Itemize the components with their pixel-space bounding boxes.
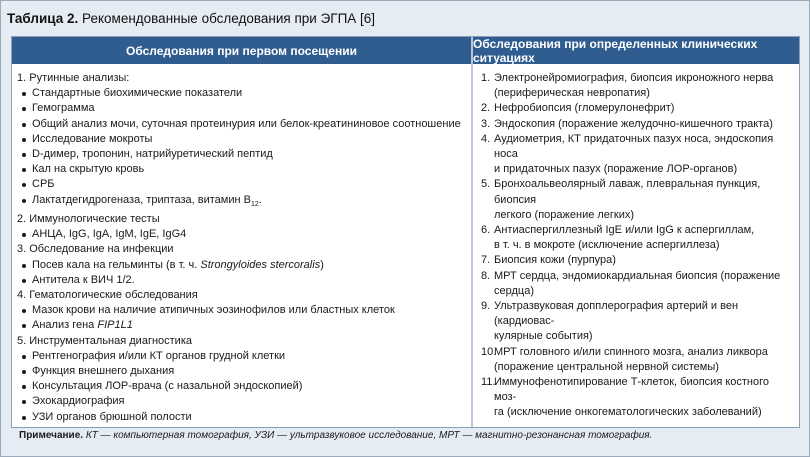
list-item: 5. Бронхоальвеолярный лаваж, плевральная пункция, биопсия легкого (поражение легких) (481, 178, 761, 221)
header-first-visit: Обследования при первом посещении (12, 37, 471, 64)
list-item: 1. Электронейромиография, биопсия икроножного нерва (периферическая невропатия) (481, 72, 774, 100)
header-clinical-situations: Обследования при определенных клинических ситуациях (473, 37, 799, 64)
table-note (19, 430, 652, 441)
bullet-icon (22, 324, 26, 328)
list-item: Лактатдегидрогеназа, триптаза, витамин $B_{12}$. (17, 193, 465, 212)
list-item: УЗИ органов брюшной полости (17, 410, 465, 425)
list-item: Антитела к ВИЧ 1/2. (17, 273, 465, 288)
bullet-icon (22, 199, 26, 203)
list-item: Функция внешнего дыхания (17, 364, 465, 379)
list-item: 9. Ультразвуковая допплерография артерий и вен (кардиовас- кулярные события) (481, 300, 739, 343)
list-item: АНЦА, IgG, IgA, IgM, IgE, IgG4 (17, 227, 465, 242)
section-hematology-tests: 4. Гематологические обследования (17, 289, 198, 302)
bullet-icon (22, 400, 26, 404)
first-visit-column (17, 71, 465, 425)
bullet-icon (22, 264, 26, 268)
section-routine-tests: 1. Рутинные анализы: (17, 72, 130, 84)
table-title (7, 11, 375, 26)
section-instrumental-diagnostics: 5. Инструментальная диагностика (17, 334, 193, 347)
list-item: 2. Нефробиопсия (гломерулонефрит) (481, 102, 675, 115)
bullet-icon (22, 355, 26, 359)
list-item: 6. Антиаспергиллезный IgE и/или IgG к аспергиллам, в т. ч. в мокроте (исключение аспергиллеза) (481, 224, 755, 252)
list-item: 7. Биопсия кожи (пурпура) (481, 254, 616, 267)
section-immunology-tests: 2. Иммунологические тесты (17, 213, 160, 226)
bullet-icon (22, 183, 26, 187)
bullet-icon (22, 309, 26, 313)
list-item: Рентгенография и/или КТ органов грудной клетки (17, 349, 465, 364)
list-item: 11. Иммунофенотипирование Т-клеток, биопсия костного моз- га (исключение онкогематологических заболеваний) (481, 376, 770, 419)
note-label: Примечание. (19, 430, 84, 441)
bullet-icon (22, 370, 26, 374)
bullet-icon (22, 385, 26, 389)
list-item: Кал на скрытую кровь (17, 162, 465, 177)
list-item: 8. МРТ сердца, эндомиокардиальная биопсия (поражение сердца) (481, 269, 781, 297)
list-item: Мазок крови на наличие атипичных эозинофилов или бластных клеток (17, 303, 465, 318)
column-divider (471, 37, 473, 427)
table-title-text: Рекомендованные обследования при ЭГПА [6] (82, 11, 376, 26)
bullet-icon (22, 153, 26, 157)
bullet-icon (22, 123, 26, 127)
list-item: Исследование мокроты (17, 132, 465, 147)
list-item: Эхокардиография (17, 394, 465, 409)
list-item: СРБ (17, 177, 465, 192)
list-item: Посев кала на гельминты (в т. ч. Strongyloides stercoralis) (17, 258, 465, 273)
table-title-label: Таблица 2. (7, 11, 79, 26)
bullet-icon (22, 168, 26, 172)
bullet-icon (22, 416, 26, 420)
list-item: Стандартные биохимические показатели (17, 86, 465, 101)
bullet-icon (22, 279, 26, 283)
list-item: Консультация ЛОР-врача (с назальной эндоскопией) (17, 379, 465, 394)
section-infection-tests: 3. Обследование на инфекции (17, 243, 174, 256)
list-item: 4. Аудиометрия, КТ придаточных пазух носа, эндоскопия носа и придаточных пазух (поражение ЛОР-органов) (481, 132, 774, 176)
bullet-icon (22, 233, 26, 237)
bullet-icon (22, 92, 26, 96)
note-text: КТ — компьютерная томография, УЗИ — ультразвуковое исследование, МРТ — магнитно-резонансная томография. (85, 430, 653, 441)
bullet-icon (22, 138, 26, 142)
examinations-table (11, 36, 800, 428)
list-item: Общий анализ мочи, суточная протеинурия или белок-креатининовое соотношение (17, 117, 465, 132)
list-item: 10. МРТ головного и/или спинного мозга, анализ ликвора (поражение центральной нервной системы) (481, 345, 768, 373)
list-item: 3. Эндоскопия (поражение желудочно-кишечного тракта) (481, 117, 773, 130)
list-item: Анализ гена FIP1L1 (17, 318, 465, 333)
list-item: Гемограмма (17, 101, 465, 116)
clinical-situations-column (481, 71, 793, 421)
bullet-icon (22, 107, 26, 111)
list-item: D-димер, тропонин, натрийуретический пептид (17, 147, 465, 162)
